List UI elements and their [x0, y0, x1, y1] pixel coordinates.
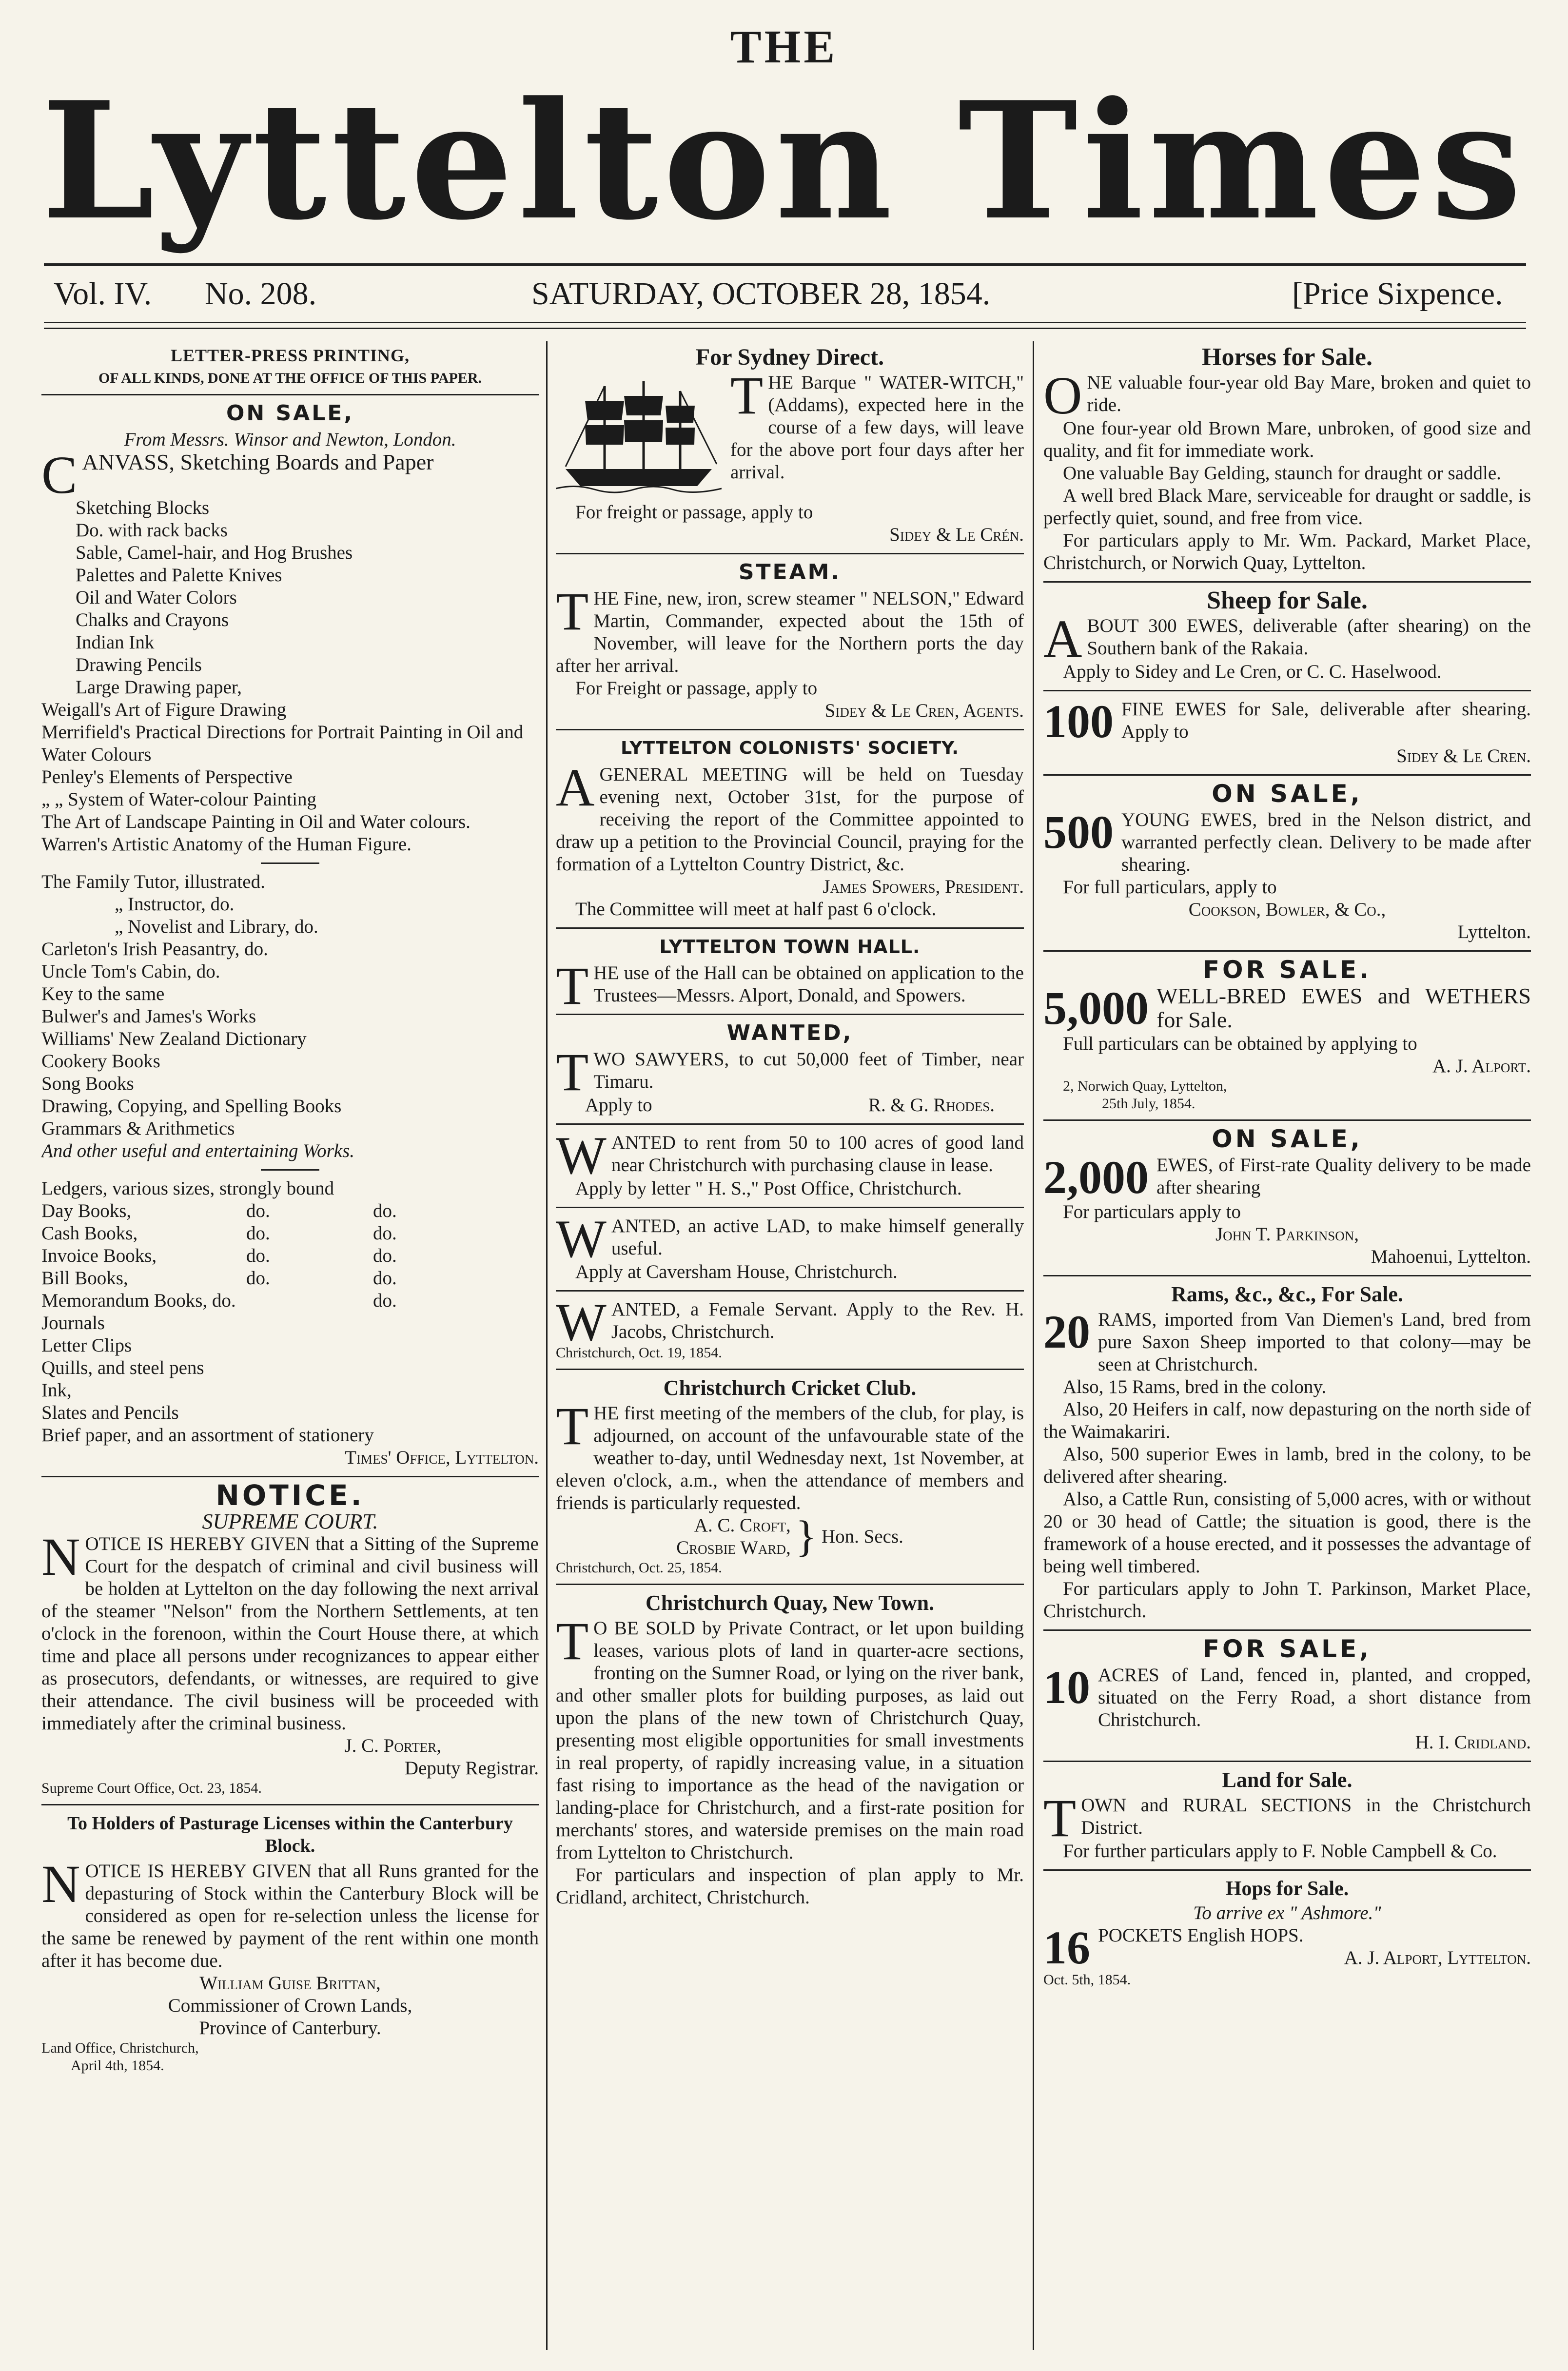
- hops-subheading: To arrive ex " Ashmore.": [1193, 1902, 1381, 1923]
- wanted-signature: R. & G. Rhodes.: [868, 1095, 995, 1116]
- divider: [1043, 1275, 1531, 1276]
- volume: Vol. IV.: [54, 276, 152, 312]
- divider: [556, 553, 1024, 554]
- lad-apply: Apply at Caversham House, Christchurch.: [575, 1261, 898, 1282]
- ewes100-signature: Sidey & Le Cren.: [1396, 745, 1531, 766]
- notice-office: Supreme Court Office, Oct. 23, 1854.: [41, 1780, 262, 1796]
- ewes2000-apply: For particulars apply to: [1063, 1201, 1241, 1222]
- list-item: Oil and Water Colors: [76, 587, 237, 608]
- hall-heading: LYTTELTON TOWN HALL.: [659, 936, 921, 958]
- divider: [1043, 1629, 1531, 1631]
- divider: [41, 1804, 539, 1805]
- rams-also-1: Also, 15 Rams, bred in the colony.: [1063, 1376, 1327, 1397]
- ewes2000-signature-place: Mahoenui, Lyttelton.: [1371, 1246, 1531, 1267]
- list-item: Grammars & Arithmetics: [41, 1118, 235, 1139]
- rams-also-3: Also, 500 superior Ewes in lamb, bred in the colony, to be delivered after shearing.: [1043, 1444, 1531, 1487]
- list-item: „ Instructor, do.: [115, 894, 235, 915]
- list-item: Palettes and Palette Knives: [76, 565, 282, 586]
- list-item: Sketching Blocks: [76, 497, 210, 518]
- sailing-ship-illustration: [556, 372, 722, 498]
- horses-text-3: One valuable Bay Gelding, staunch for draught or saddle.: [1063, 463, 1501, 484]
- table-row: Memorandum Books, do. do.: [41, 1290, 397, 1311]
- brace-icon: }: [795, 1512, 817, 1561]
- steam-signature: Sidey & Le Cren, Agents.: [824, 700, 1024, 721]
- printing-subheading: OF ALL KINDS, DONE AT THE OFFICE OF THIS PAPER.: [98, 370, 482, 386]
- list-item: Quills, and steel pens: [41, 1357, 204, 1378]
- horses-text-4: A well bred Black Mare, serviceable for draught or saddle, is perfectly quiet, sound, and free from vice.: [1043, 485, 1531, 529]
- ewes500-text: 500 YOUNG EWES, bred in the Nelson district, and warranted perfectly clean. Delivery to be made after shearing.: [1043, 806, 1531, 875]
- sheep-text: ABOUT 300 EWES, deliverable (after shearing) on the Southern bank of the Rakaia.: [1043, 609, 1531, 668]
- divider: [41, 394, 539, 395]
- stationery-list: [41, 1312, 539, 1447]
- column-3: [1043, 341, 1531, 2360]
- ewes5000-date: 25th July, 1854.: [1102, 1096, 1196, 1112]
- cricket-signatures: [556, 1514, 1024, 1559]
- pasturage-signature-province: Province of Canterbury.: [199, 2018, 381, 2038]
- canvass-line: CANVASS, Sketching Boards and Paper: [41, 445, 434, 505]
- list-item: Do. with rack backs: [76, 520, 228, 541]
- sydney-apply: For freight or passage, apply to: [575, 502, 813, 523]
- pasturage-heading: To Holders of Pasturage Licenses within the Canterbury Block.: [67, 1813, 513, 1856]
- issue-date: SATURDAY, OCTOBER 28, 1854.: [531, 276, 991, 312]
- wanted-heading: WANTED,: [726, 1020, 853, 1045]
- art-items-list: [41, 497, 539, 699]
- forsale1-heading: FOR SALE.: [1202, 956, 1372, 984]
- ewes500-signature: Cookson, Bowler, & Co.,: [1188, 899, 1386, 920]
- steam-text: THE Fine, new, iron, screw steamer " NELSON," Edward Martin, Commander, expected about the 15th of November, will leave for the Northern ports the day after her arrival.: [556, 582, 1024, 676]
- rams-heading: Rams, &c., &c., For Sale.: [1171, 1282, 1403, 1306]
- pasturage-signature: William Guise Brittan,: [199, 1973, 381, 1994]
- drop-cap: C: [41, 445, 78, 505]
- cricket-text: THE first meeting of the members of the club, for play, is adjourned, on account of the unfavourable state of the weather to-day, until Wednesday next, 1st November, at eleven o'clock, a.m., when the attendance of members and friends is particularly requested.: [556, 1396, 1024, 1513]
- list-item: The Family Tutor, illustrated.: [41, 871, 265, 892]
- ewes500-signature-place: Lyttelton.: [1457, 921, 1531, 942]
- hops-signature: A. J. Alport, Lyttelton.: [1344, 1947, 1531, 1968]
- hall-text: THE use of the Hall can be obtained on application to the Trustees—Messrs. Alport, Donald, and Spowers.: [556, 956, 1024, 1016]
- wanted-apply-row: [556, 1094, 1024, 1117]
- issue-number: No. 208.: [205, 276, 317, 312]
- divider: [1043, 1869, 1531, 1871]
- servant-text: WANTED, a Female Servant. Apply to the Rev. H. Jacobs, Christchurch.: [556, 1293, 1024, 1352]
- short-divider: [261, 862, 319, 864]
- dateline: [54, 275, 1516, 319]
- ewes100-text: 100 FINE EWES for Sale, deliverable after shearing. Apply to: [1043, 695, 1531, 747]
- servant-date: Christchurch, Oct. 19, 1854.: [556, 1345, 722, 1361]
- column-divider-2: [1033, 341, 1034, 2350]
- list-item: Sable, Camel-hair, and Hog Brushes: [76, 542, 353, 563]
- column-1: [41, 341, 539, 2360]
- divider: [1043, 1119, 1531, 1121]
- ewes2000-text: 2,000 EWES, of First-rate Quality delivery to be made after shearing: [1043, 1151, 1531, 1203]
- column-2: [556, 341, 1024, 2360]
- divider: [1043, 950, 1531, 952]
- printing-heading: LETTER-PRESS PRINTING,: [170, 346, 410, 365]
- list-item: Large Drawing paper,: [76, 677, 242, 698]
- rent-text: WANTED to rent from 50 to 100 acres of good land near Christchurch with purchasing clause in lease.: [556, 1126, 1024, 1185]
- divider: [556, 1584, 1024, 1585]
- list-item: Key to the same: [41, 983, 165, 1004]
- general-books-list: [41, 871, 539, 1162]
- ewes5000-apply: Full particulars can be obtained by applying to: [1063, 1033, 1417, 1054]
- ewes2000-signature: John T. Parkinson,: [1215, 1224, 1359, 1245]
- list-item: Drawing Pencils: [76, 654, 202, 675]
- newspaper-title: Lyttelton Times: [41, 66, 1527, 255]
- list-item: Ink,: [41, 1380, 72, 1401]
- onsale1-heading: ON SALE,: [1212, 780, 1363, 808]
- list-item: Bulwer's and James's Works: [41, 1006, 256, 1027]
- list-item: Letter Clips: [41, 1335, 132, 1356]
- sydney-heading: For Sydney Direct.: [695, 344, 884, 370]
- divider: [556, 1207, 1024, 1208]
- table-row: Invoice Books, do. do.: [41, 1245, 397, 1266]
- rent-apply: Apply by letter " H. S.," Post Office, Christchurch.: [575, 1178, 962, 1199]
- quay-heading: Christchurch Quay, New Town.: [645, 1591, 935, 1615]
- divider: [556, 1014, 1024, 1015]
- list-item: Drawing, Copying, and Spelling Books: [41, 1096, 342, 1117]
- list-item: Journals: [41, 1313, 105, 1333]
- horses-heading: Horses for Sale.: [1202, 343, 1372, 371]
- divider: [1043, 774, 1531, 776]
- list-item: Uncle Tom's Cabin, do.: [41, 961, 220, 982]
- ewes500-apply: For full particulars, apply to: [1063, 877, 1277, 898]
- sydney-text: THE Barque " WATER-WITCH," (Addams), expected here in the course of a few days, will leave for the above port four days after her arrival.: [730, 366, 1024, 483]
- masthead: [0, 0, 1568, 263]
- cricket-signature-2: Crosbie Ward,: [676, 1537, 791, 1558]
- list-item: And other useful and entertaining Works.: [41, 1140, 355, 1161]
- onsale-from: From Messrs. Winsor and Newton, London.: [124, 429, 456, 450]
- table-row: Cash Books, do. do.: [41, 1223, 397, 1244]
- hops-text: 16 POCKETS English HOPS.: [1043, 1921, 1304, 1974]
- land-heading: Land for Sale.: [1222, 1768, 1352, 1792]
- masthead-rule-bottom-2: [44, 328, 1526, 329]
- masthead-the: THE: [730, 20, 838, 73]
- ledger-heading: Ledgers, various sizes, strongly bound: [41, 1178, 334, 1199]
- list-item: Williams' New Zealand Dictionary: [41, 1028, 307, 1049]
- acres-text: 10 ACRES of Land, fenced in, planted, and cropped, situated on the Ferry Road, a short distance from Christchurch.: [1043, 1661, 1531, 1730]
- column-divider-1: [546, 341, 548, 2350]
- divider: [1043, 690, 1531, 691]
- rams-text: 20 RAMS, imported from Van Diemen's Land, bred from pure Saxon Sheep imported to that colony—may be seen at Christchurch.: [1043, 1306, 1531, 1375]
- steam-heading: STEAM.: [738, 560, 842, 585]
- pasturage-signature-title: Commissioner of Crown Lands,: [168, 1995, 412, 2016]
- list-item: Cookery Books: [41, 1051, 160, 1072]
- cricket-signature-1: A. C. Croft,: [694, 1515, 791, 1536]
- onsale2-heading: ON SALE,: [1212, 1125, 1363, 1153]
- table-row: Day Books, do. do.: [41, 1200, 397, 1221]
- society-note: The Committee will meet at half past 6 o'clock.: [575, 899, 937, 920]
- society-heading: LYTTELTON COLONISTS' SOCIETY.: [621, 738, 959, 758]
- ewes5000-text: 5,000 WELL-BRED EWES and WETHERS for Sale.: [1043, 982, 1531, 1034]
- list-item: „ Novelist and Library, do.: [115, 916, 318, 937]
- divider: [1043, 581, 1531, 583]
- horses-text-1: ONE valuable four-year old Bay Mare, broken and quiet to ride.: [1043, 366, 1531, 425]
- list-item: Merrifield's Practical Directions for Portrait Painting in Oil and Water Colours: [41, 722, 524, 765]
- notice-heading: NOTICE.: [216, 1479, 365, 1512]
- rams-also-4: Also, a Cattle Run, consisting of 5,000 acres, with or without 20 or 30 head of Cattle; the situation is good, there is the framework of a house erected, and it possesses the advantage of being well timbered.: [1043, 1489, 1531, 1577]
- short-divider: [261, 1169, 319, 1171]
- land-text: TOWN and RURAL SECTIONS in the Christchurch District.: [1043, 1788, 1531, 1848]
- divider: [556, 927, 1024, 929]
- divider: [556, 729, 1024, 730]
- horses-text-2: One four-year old Brown Mare, unbroken, of good size and quality, and fit for immediate work.: [1043, 418, 1531, 461]
- list-item: Carleton's Irish Peasantry, do.: [41, 939, 268, 960]
- land-apply: For further particulars apply to F. Noble Campbell & Co.: [1063, 1841, 1497, 1862]
- divider: [41, 1476, 539, 1477]
- cricket-date: Christchurch, Oct. 25, 1854.: [556, 1560, 722, 1576]
- list-item: Song Books: [41, 1073, 134, 1094]
- list-item: Weigall's Art of Figure Drawing: [41, 699, 287, 720]
- ewes5000-address: 2, Norwich Quay, Lyttelton,: [1063, 1078, 1227, 1094]
- art-books-list: [41, 699, 539, 856]
- sydney-signature: Sidey & Le Crén.: [889, 524, 1024, 545]
- notice-signature-title: Deputy Registrar.: [404, 1758, 539, 1779]
- table-row: Bill Books, do. do.: [41, 1268, 397, 1289]
- masthead-rule-bottom: [44, 322, 1526, 323]
- list-item: Brief paper, and an assortment of stationery: [41, 1425, 374, 1446]
- notice-signature: J. C. Porter,: [344, 1735, 441, 1756]
- pasturage-text: NOTICE IS HEREBY GIVEN that all Runs granted for the depasturing of Stock within the Canterbury Block will be considered as open for re-selection unless the license for the same be renewed by payment of the rent within one month after it has become due.: [41, 1854, 539, 1971]
- notice-subheading: SUPREME COURT.: [202, 1509, 378, 1533]
- cricket-heading: Christchurch Cricket Club.: [663, 1376, 917, 1400]
- list-item: Chalks and Crayons: [76, 609, 229, 630]
- hops-heading: Hops for Sale.: [1225, 1878, 1349, 1900]
- land-office-date: April 4th, 1854.: [71, 2057, 164, 2074]
- list-item: Indian Ink: [76, 632, 155, 653]
- list-item: „ „ System of Water-colour Painting: [41, 789, 316, 810]
- land-office: Land Office, Christchurch,: [41, 2040, 199, 2056]
- list-item: Slates and Pencils: [41, 1402, 179, 1423]
- divider: [1043, 1761, 1531, 1762]
- list-item: Penley's Elements of Perspective: [41, 766, 293, 787]
- notice-text: NOTICE IS HEREBY GIVEN that a Sitting of the Supreme Court for the despatch of criminal and civil business will be holden at Lyttelton on the day following the next arrival of the steamer "Nelson" from the Northern Settlements, at ten o'clock in the forenoon, within the Court House there, at which time and place all persons under recognizances to appear either as prosecutors, defendants, or witnesses, are required to give their attendance. The civil business will be proceeded with immediately after the criminal business.: [41, 1527, 539, 1734]
- divider: [556, 1369, 1024, 1370]
- onsale-heading: ON SALE,: [226, 401, 354, 426]
- horses-apply: For particulars apply to Mr. Wm. Packard, Market Place, Christchurch, or Norwich Quay, Lyttelton.: [1043, 530, 1531, 573]
- lad-text: WANTED, an active LAD, to make himself generally useful.: [556, 1209, 1024, 1269]
- ewes5000-signature: A. J. Alport.: [1432, 1056, 1531, 1077]
- sydney-advert: [556, 366, 1024, 546]
- masthead-rule-top: [44, 263, 1526, 266]
- divider: [556, 1290, 1024, 1292]
- sheep-heading: Sheep for Sale.: [1207, 587, 1368, 614]
- account-books-table: [41, 1200, 539, 1312]
- rams-also-2: Also, 20 Heifers in calf, now depasturing on the north side of the Waimakariri.: [1043, 1399, 1531, 1442]
- times-office: Times' Office, Lyttelton.: [345, 1447, 539, 1468]
- sheep-apply: Apply to Sidey and Le Cren, or C. C. Haselwood.: [1063, 661, 1442, 682]
- hops-date: Oct. 5th, 1854.: [1043, 1972, 1131, 1988]
- acres-signature: H. I. Cridland.: [1415, 1732, 1531, 1753]
- steam-apply: For Freight or passage, apply to: [575, 678, 818, 699]
- divider: [556, 1123, 1024, 1125]
- society-signature: James Spowers, President.: [823, 876, 1024, 897]
- list-item: Warren's Artistic Anatomy of the Human Figure.: [41, 834, 412, 855]
- wanted-text: TWO SAWYERS, to cut 50,000 feet of Timber, near Timaru.: [556, 1042, 1024, 1102]
- quay-apply: For particulars and inspection of plan apply to Mr. Cridland, architect, Christchurch.: [556, 1864, 1024, 1908]
- forsale2-heading: FOR SALE,: [1202, 1635, 1372, 1663]
- rams-apply: For particulars apply to John T. Parkinson, Market Place, Christchurch.: [1043, 1578, 1531, 1622]
- wanted-apply: Apply to: [585, 1095, 652, 1116]
- list-item: The Art of Landscape Painting in Oil and Water colours.: [41, 811, 470, 832]
- price: [Price Sixpence.: [1292, 276, 1503, 312]
- quay-text: T O BE SOLD by Private Contract, or let upon building leases, various plots of land in quarter-acre sections, fronting on the Sumner Road, or lying on the river bank, and other smaller plots for building purposes, as laid out upon the plans of the new town of Christchurch Quay, presenting most eligible opportunities for small investments in real property, of rapidly increasing value, in a situation fast rising to importance as the head of the navigation or landing-place for Christchurch, and a first-rate position for merchants' stores, and waterside premises on the main road from Lyttelton to Christchurch.: [556, 1611, 1024, 1863]
- cricket-secs: Hon. Secs.: [821, 1526, 903, 1547]
- society-text: AGENERAL MEETING will be held on Tuesday evening next, October 31st, for the purpose of receiving the report of the Committee appointed to draw up a petition to the Provincial Council, praying for the formation of a Lyttelton Country District, &c.: [556, 758, 1024, 875]
